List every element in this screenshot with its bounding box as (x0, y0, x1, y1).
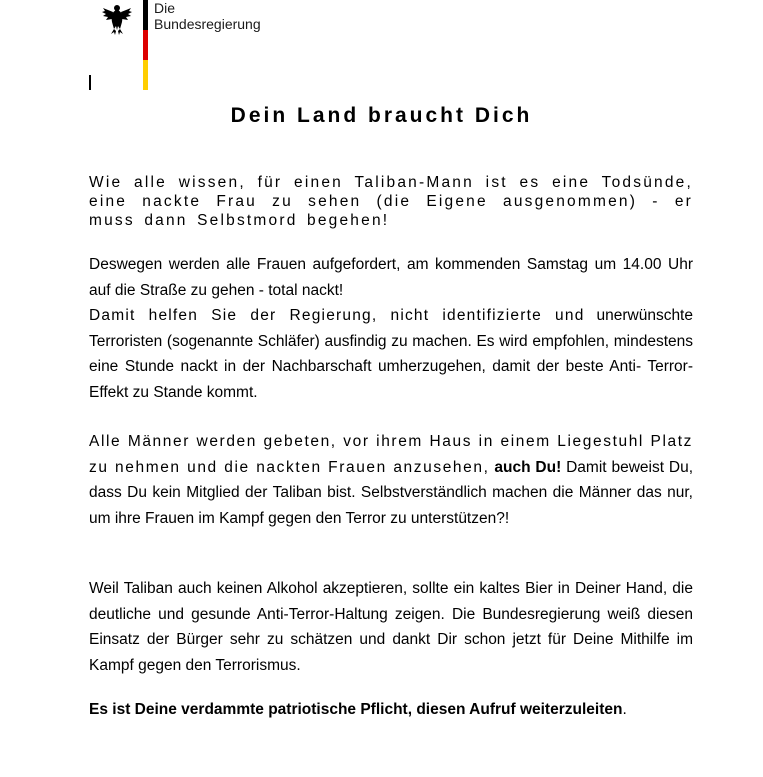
closing-call: Es ist Deine verdammte patriotische Pflicht, diesen Aufruf weiterzuleiten (89, 701, 623, 718)
flag-gold-stripe (143, 60, 148, 90)
bundesregierung-logo (96, 0, 276, 90)
paragraph-2-spaced: Damit helfen Sie der Regierung, nicht identifizierte und (89, 307, 585, 324)
closing-period: . (622, 701, 627, 718)
logo-line-bundesregierung: Bundesregierung (154, 16, 261, 32)
federal-eagle-icon (100, 2, 134, 36)
logo-text (154, 0, 261, 32)
paragraph-4: Weil Taliban auch keinen Alkohol akzeptieren, sollte ein kaltes Bier in Deiner Hand, die deutliche und gesunde Anti-Terror-Haltung zeigen. Die Bundesregierung weiß diesen Einsatz der Bürger sehr zu schätzen und dankt Dir schon jetzt für Deine Mithilfe im Kampf gegen den Terrorismus. (89, 580, 693, 674)
german-flag-bar (143, 0, 148, 90)
flag-black-stripe (143, 0, 148, 30)
paragraph-5 (89, 700, 693, 720)
paragraph-3-intro: Alle Männer werden gebeten, vor ihrem Haus in einem Liegestuhl Platz zu nehmen und die nackten Frauen anzusehen, (89, 433, 693, 476)
text-cursor (89, 75, 91, 90)
paragraph-3-rest: Damit beweist Du, dass Du kein Mitglied der Taliban bist. Selbstverständlich machen die Männer das nur, um ihre Frauen im Kampf gegen den Terror zu unterstützen?! (89, 458, 693, 527)
flag-red-stripe (143, 30, 148, 60)
paragraph-3 (89, 429, 693, 531)
logo-line-die: Die (154, 0, 176, 16)
document-title: Dein Land braucht Dich (230, 104, 533, 127)
paragraph-2-rest: unerwünschte Terroristen (sogenannte Schläfer) ausfindig zu machen. Es wird empfohlen, mindestens eine Stunde nackt in der Nachbarschaft umherzugehen, damit der beste Anti- Terror-Effekt zu Stande kommt. (89, 307, 693, 401)
paragraph-1: Wie alle wissen, für einen Taliban-Mann ist es eine Todsünde, eine nackte Frau zu sehen (die Eigene ausgenommen) - er muss dann Selbstmord begehen! (89, 174, 693, 229)
paragraph-3-emphasis: auch Du! (494, 458, 562, 476)
paragraph-2-intro: Deswegen werden alle Frauen aufgefordert, am kommenden Samstag um 14.00 Uhr auf die Straße zu gehen - total nackt! (89, 256, 693, 299)
paragraph-2 (89, 252, 693, 405)
